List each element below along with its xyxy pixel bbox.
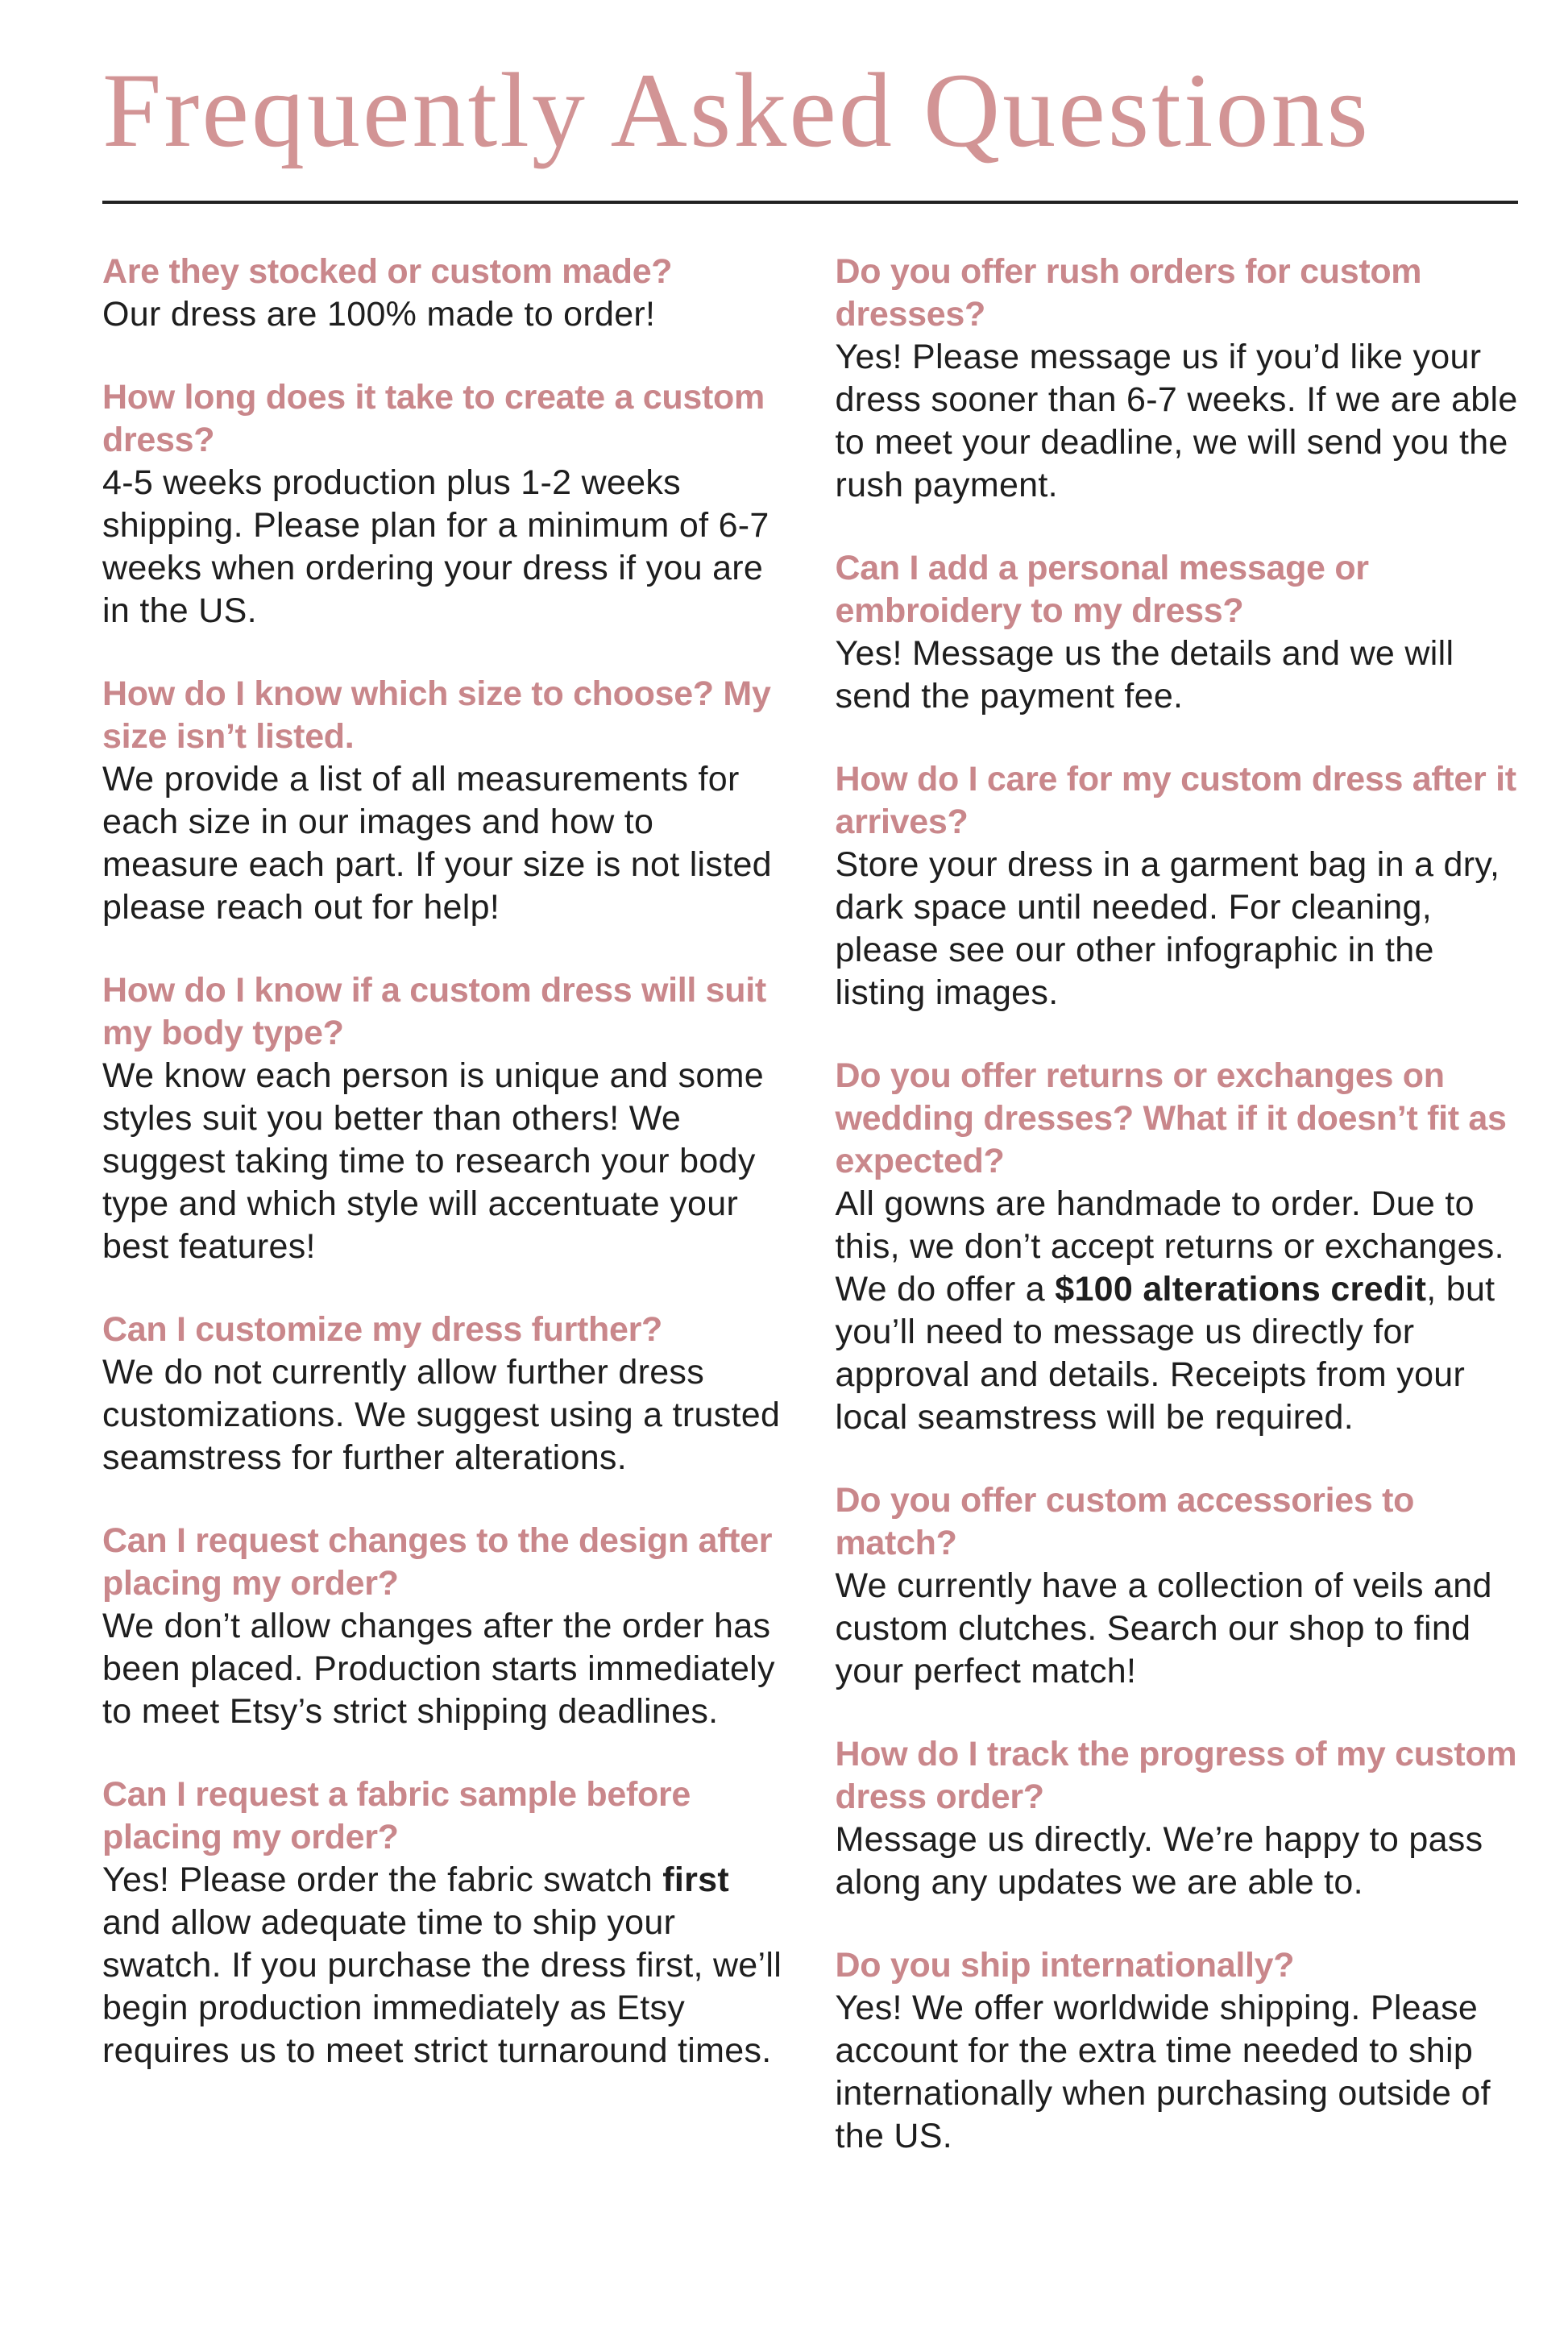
faq-item xyxy=(102,969,786,1268)
faq-item xyxy=(102,1309,786,1479)
faq-answer: We currently have a collection of veils and custom clutches. Search our shop to find your perfect match! xyxy=(835,1566,1492,1691)
page-header xyxy=(102,52,1518,204)
faq-question: Can I add a personal message or embroidery to my dress? xyxy=(835,549,1369,631)
faq-question: How long does it take to create a custom dress? xyxy=(102,378,765,460)
faq-question: Can I customize my dress further? xyxy=(102,1310,663,1350)
faq-question: Are they stocked or custom made? xyxy=(102,252,673,292)
faq-question: Can I request a fabric sample before placing my order? xyxy=(102,1775,691,1857)
faq-question: Do you offer returns or exchanges on wedding dresses? What if it doesn’t fit as expected? xyxy=(835,1056,1507,1181)
faq-answer: Yes! Please message us if you’d like your dress sooner than 6-7 weeks. If we are able to meet your deadline, we will send you the rush payment. xyxy=(835,338,1518,505)
faq-answer: 4-5 weeks production plus 1-2 weeks shipping. Please plan for a minimum of 6-7 weeks when ordering your dress if you are in the US. xyxy=(102,463,769,631)
faq-question: How do I know which size to choose? My size isn’t listed. xyxy=(102,674,771,757)
faq-question: Can I request changes to the design after placing my order? xyxy=(102,1521,773,1603)
faq-answer: Store your dress in a garment bag in a dry, dark space until needed. For cleaning, please see our other infographic in the listing images. xyxy=(835,845,1500,1013)
faq-item xyxy=(102,1773,786,2072)
title-divider xyxy=(102,201,1518,204)
faq-column-right xyxy=(836,251,1519,2198)
faq-item xyxy=(836,758,1519,1014)
faq-item xyxy=(836,1055,1519,1439)
faq-item xyxy=(836,1944,1519,2158)
faq-item xyxy=(102,1520,786,1733)
faq-question: Do you offer rush orders for custom dresses? xyxy=(835,252,1422,334)
faq-question: How do I track the progress of my custom dress order? xyxy=(835,1735,1517,1817)
faq-answer: All gowns are handmade to order. Due to this, we don’t accept returns or exchanges. We do offer a $100 alterations credit, but you’ll need to message us directly for approval and details. Receipts from your local seamstress will be required. xyxy=(835,1184,1504,1437)
faq-question: How do I know if a custom dress will suit my body type? xyxy=(102,971,766,1053)
faq-item xyxy=(836,1733,1519,1904)
faq-item xyxy=(836,547,1519,718)
faq-answer: We don’t allow changes after the order has been placed. Production starts immediately to meet Etsy’s strict shipping deadlines. xyxy=(102,1607,775,1732)
faq-answer: Yes! We offer worldwide shipping. Please account for the extra time needed to ship internationally when purchasing outside of the US. xyxy=(835,1989,1491,2156)
faq-item xyxy=(102,673,786,929)
faq-item xyxy=(102,376,786,633)
faq-answer: We provide a list of all measurements for each size in our images and how to measure each part. If your size is not listed please reach out for help! xyxy=(102,760,772,927)
faq-question: Do you ship internationally? xyxy=(835,1946,1295,1985)
faq-answer: Message us directly. We’re happy to pass along any updates we are able to. xyxy=(835,1820,1483,1902)
faq-columns xyxy=(102,251,1518,2198)
faq-answer: Yes! Please order the fabric swatch first and allow adequate time to ship your swatch. If you purchase the dress first, we’ll begin production immediately as Etsy requires us to meet strict turnaround times. xyxy=(102,1860,782,2071)
faq-question: Do you offer custom accessories to match? xyxy=(835,1481,1415,1563)
faq-question: How do I care for my custom dress after it arrives? xyxy=(835,760,1516,842)
page-title: Frequently Asked Questions xyxy=(102,51,1371,169)
faq-answer: We do not currently allow further dress customizations. We suggest using a trusted seamstress for further alterations. xyxy=(102,1353,781,1478)
faq-item xyxy=(836,1479,1519,1693)
faq-answer: Our dress are 100% made to order! xyxy=(102,295,656,334)
faq-answer: Yes! Message us the details and we will send the payment fee. xyxy=(835,634,1454,716)
faq-item xyxy=(836,251,1519,507)
faq-answer: We know each person is unique and some styles suit you better than others! We suggest taking time to research your body type and which style will accentuate your best features! xyxy=(102,1056,764,1267)
faq-item xyxy=(102,251,786,336)
faq-column-left xyxy=(102,251,786,2198)
